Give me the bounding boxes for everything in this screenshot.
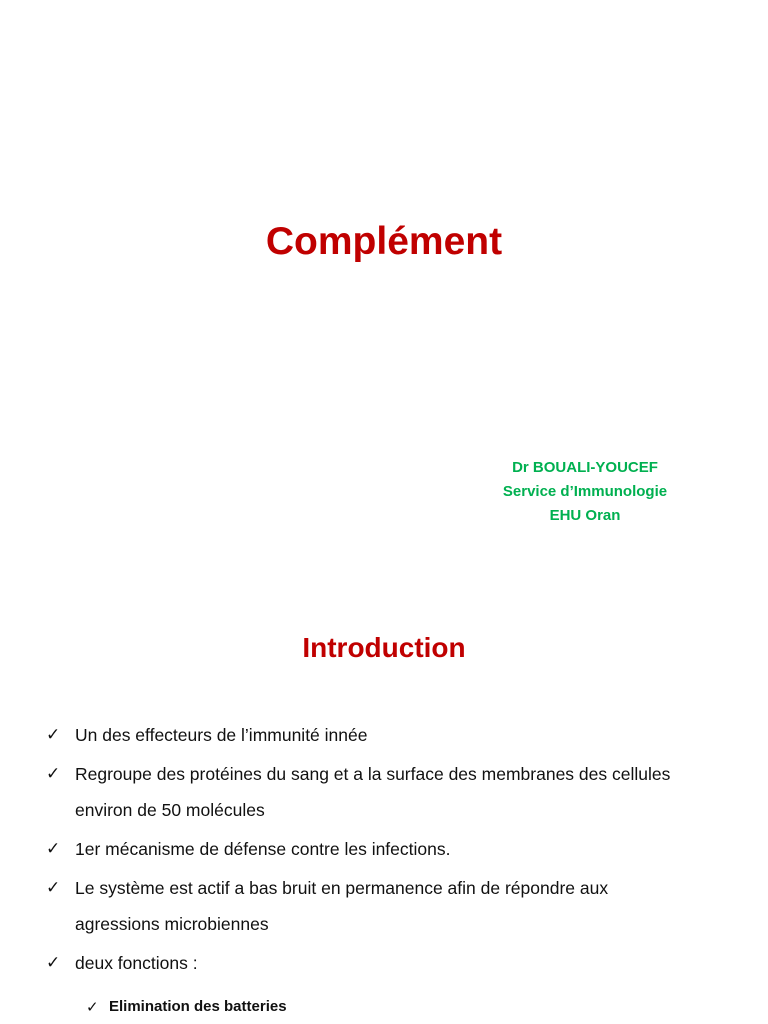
section-heading: Introduction [302,632,466,663]
check-mark-icon: ✓ [86,998,99,1016]
list-item [46,756,746,828]
check-mark-icon: ✓ [46,839,61,859]
sub-bullet-list [86,991,287,1023]
bullet-text: Un des effecteurs de l’immunité innée [75,725,368,745]
bullet-text-continued: agressions microbiennes [75,914,269,934]
check-mark-icon: ✓ [46,878,61,898]
author-institution: EHU Oran [549,507,621,524]
author-department: Service d’Immunologie [502,483,668,500]
slide-title: Complément [265,220,503,263]
sub-bullet-text: Elimination des batteries [109,998,287,1015]
bullet-text: 1er mécanisme de défense contre les infections. [75,839,451,859]
list-item [46,717,746,753]
bullet-text-continued: environ de 50 molécules [75,800,265,820]
list-item [46,945,746,981]
bullet-text: Regroupe des protéines du sang et a la surface des membranes des cellules [75,764,671,784]
bullet-list [46,717,746,984]
list-item [86,991,287,1023]
list-item [46,870,746,942]
check-mark-icon: ✓ [46,764,61,784]
bullet-text: deux fonctions : [75,953,198,973]
list-item [46,831,746,867]
check-mark-icon: ✓ [46,725,61,745]
check-mark-icon: ✓ [46,953,61,973]
author-name: Dr BOUALI-YOUCEF [512,459,658,476]
bullet-text: Le système est actif a bas bruit en permanence afin de répondre aux [75,878,609,898]
author-block [480,456,690,528]
